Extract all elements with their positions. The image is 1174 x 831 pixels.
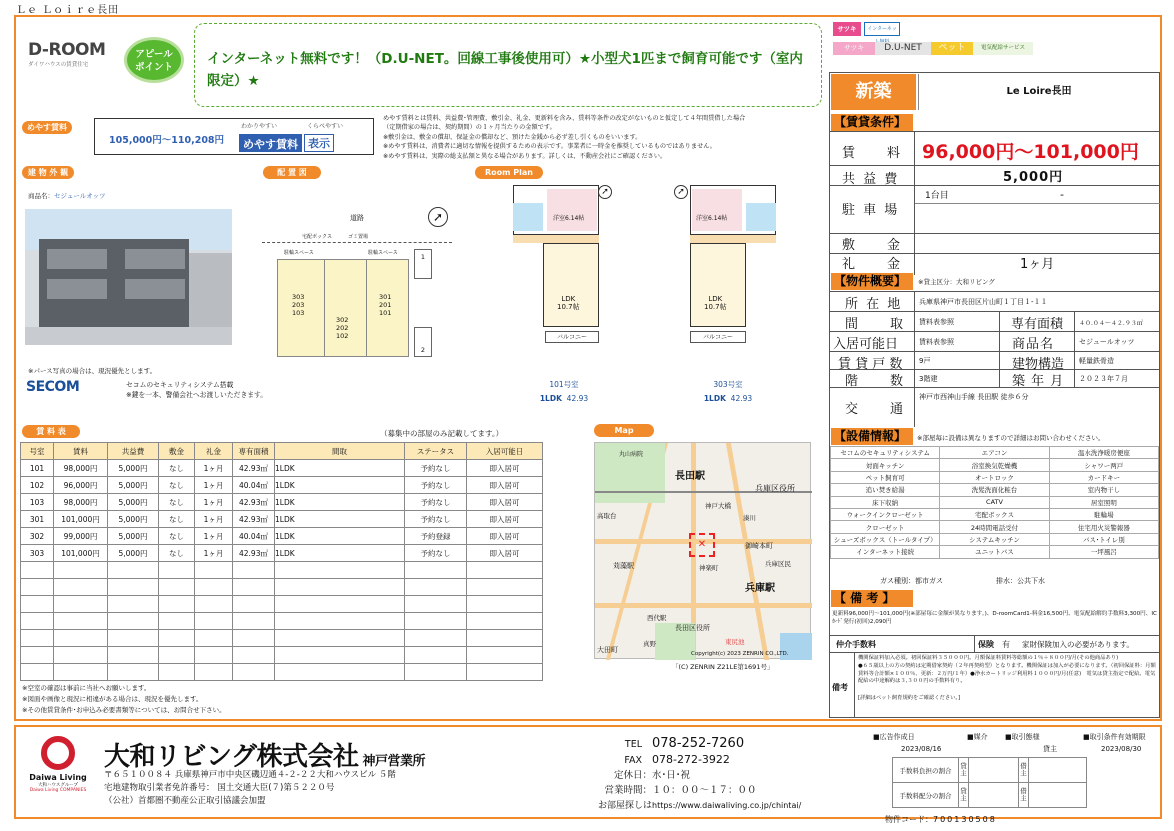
- built-value: ２０２３年７月: [1079, 375, 1128, 383]
- map-label: 御崎本町: [745, 542, 773, 550]
- remarks-title: 【 備 考 】: [831, 590, 913, 607]
- layout-value: 賃料表参照: [919, 318, 954, 326]
- equip-title: 【設備情報】: [831, 428, 913, 445]
- photo-note: ※パース写真の場合は、現況優先とします。: [28, 367, 157, 375]
- layout-tag: 配 置 図: [263, 166, 321, 179]
- parking-value: -: [1060, 188, 1064, 201]
- zenrin-credit: 「(C) ZENRIN Z21LE第1691号」: [672, 663, 774, 671]
- fee-value: 5,000円: [1003, 170, 1064, 185]
- north-arrow-icon-2: ➚: [674, 185, 688, 199]
- exterior-tag: 建 物 外 観: [22, 166, 74, 179]
- equipment-row: セコムのセキュリティシステム エアコン 温水洗浄暖房便座: [831, 447, 1159, 459]
- table-row-empty: [21, 613, 543, 630]
- meyasu-range: 105,000円〜110,208円: [109, 135, 225, 146]
- building-c-rooms: 301 201 101: [379, 293, 392, 317]
- map-label: 湊川: [743, 514, 756, 522]
- broker-fee-label: 仲介手数料: [836, 640, 876, 649]
- table-row-empty: [21, 562, 543, 579]
- meyasu-logo: めやす賃料 表示: [239, 134, 334, 152]
- built-label: 築 年 月: [1012, 374, 1065, 389]
- room-303-caption: 303号室 1LDK 42.93: [703, 380, 753, 403]
- address-label: 所 在 地: [845, 297, 903, 312]
- table-row: 102 96,000円 5,000円 なし 1ヶ月 40.04㎡ 1LDK 予約なし 即入居可: [21, 477, 543, 494]
- area-map: [594, 442, 811, 659]
- equipment-row: シューズボックス（トールタイプ） システムキッチン バス･トイレ別: [831, 533, 1159, 545]
- gas-type: ガス種別：都市ガス: [880, 577, 943, 585]
- area-label: 専有面積: [1011, 317, 1064, 332]
- map-label: 長田区役所: [675, 624, 710, 632]
- map-label: 兵庫区民: [765, 560, 791, 568]
- map-label: 丸山病院: [619, 451, 644, 458]
- table-row: 303 101,000円 5,000円 なし 1ヶ月 42.93㎡ 1LDK 予約なし 即入居可: [21, 545, 543, 562]
- product-value: セジュールオッツ: [1079, 338, 1135, 346]
- company-address: 〒６５１００８４ 兵庫県神戸市中央区磯辺通４-２-２２大和ハウスビル ５階 宅地建物取引業者免許番号： 国土交通大臣(７)第５２２０号 （公社）首都圏不動産公正取引協議会加盟: [104, 770, 396, 806]
- building-b-rooms: 302 202 102: [336, 316, 349, 340]
- rent-table: [20, 442, 543, 681]
- map-label: 高取台: [597, 512, 617, 520]
- area-value: ４０.０４〜４２.９３㎡: [1079, 320, 1143, 327]
- table-row-empty: [21, 630, 543, 647]
- equipment-row: 床下収納 CATV 居室照明: [831, 496, 1159, 508]
- service-badges: サツキ D.U-NET ペット 電気配給サービス: [833, 42, 1043, 55]
- satsuki-badge: サツキ: [833, 22, 861, 36]
- daiwa-logo-icon: [41, 736, 75, 770]
- map-label: 真野: [643, 640, 656, 648]
- insurance-text: 家財保険加入の必要があります。: [1022, 640, 1134, 649]
- parking-2: 2: [414, 327, 432, 357]
- property-title: 【物件概要】: [831, 273, 913, 290]
- floorplan-101: 洋室6.14帖 LDK 10.7帖 バルコニー: [513, 185, 599, 343]
- key-money-value: 1ヶ月: [1020, 257, 1055, 272]
- equipment-row: 対面キッチン 浴室換気乾燥機 シャワー两戸: [831, 459, 1159, 471]
- meyasu-tag: めやす賃料: [22, 121, 72, 134]
- meyasu-box: 105,000円〜110,208円 わかりやすい くらべやすい めやす賃料 表示: [94, 118, 374, 155]
- insurance-label: 保険: [978, 640, 994, 649]
- rent-value: 96,000円〜101,000円: [922, 141, 1139, 163]
- rent-table-header: 号室 賃料 共益費 敷金 礼金 専有面積 間取 ステータス 入居可能日: [21, 443, 543, 460]
- secom-logo: SECOM: [26, 379, 80, 395]
- equipment-row: クローゼット 24時間電話受付 住宅用火災警報器: [831, 521, 1159, 533]
- property-name: Le Loire長田: [918, 74, 1159, 110]
- map-label: 苅藻駅: [613, 562, 634, 570]
- address-value: 兵庫県神戸市長田区片山町１丁目１-１１: [919, 298, 1048, 306]
- contact-block: TEL 078-252-7260 FAX 078-272-3922 定休日：水･日･祝 営業時間：１０：００〜１７：００ お部屋探しはhttps://www.daiwaliving.co.jp/chintai/: [597, 736, 802, 811]
- meyasu-notes: めやす賃料とは賃料、共益費･管理費、敷引金、礼金、更新料を含み、賃料等条件の改定がないものと仮定して４年間賃借した場合 （定期借家の場合は、契約期間）の１ヶ月当たりの金額です。 ※敷引金は、敷金の償却、保証金の償却など、預けた金銭から必ず差し引くものをいいます。 ※めやす賃料は、消費者に適切な情報を提供するための表示です。事業者に一時金を推奨しているものではありません。 ※めやす賃料は、実際の総支払額と異なる場合があります。詳しくは、不動産会社にご確認ください。: [383, 115, 746, 160]
- equip-note: ※部屋毎に設備は異なりますので詳細はお問い合わせください。: [917, 434, 1105, 442]
- site-plan: 道路 宅配ボックス ゴミ置場 駐輪スペース 駐輪スペース 303 203 103 302 202 102 301 201 101 1 2 ➚: [262, 203, 452, 368]
- equipment-row: ウォークインクローゼット 宅配ボックス 駐輪場: [831, 508, 1159, 520]
- tel-number[interactable]: 078-252-7260: [652, 736, 745, 751]
- table-row-empty: [21, 664, 543, 681]
- document-title: Ｌｅ Ｌｏｉｒｅ長田: [16, 5, 120, 16]
- product-name: 商品名：セジュールオッツ: [28, 192, 106, 200]
- map-label: 東尻池: [725, 638, 745, 646]
- rent-table-note: （募集中の部屋のみ記載してます。）: [380, 429, 504, 438]
- structure-label: 建物構造: [1012, 357, 1065, 372]
- parking-label: 駐 車 場: [842, 203, 900, 218]
- table-row-empty: [21, 596, 543, 613]
- table-row-empty: [21, 579, 543, 596]
- equipment-row: ペット飼育可 オートロック カードキー: [831, 471, 1159, 483]
- building-a-rooms: 303 203 103: [292, 293, 305, 317]
- product-label: 商品名: [1012, 337, 1055, 352]
- biko-text: 機関保証料加入必須。初回保証料３５０００円。月額保証料賃料等総額の１％＋８００円/月(その他商品あり) ●６５歳以上の方の契約は定期借家契約（２年再契約型）となります。機関保証は加入が必要になります。（初回保証料：月額賃料等合計額×１００％、更新：２万円/１年）●浄水カートリッジ利用料１０００円/月(任意) 電気は貸主指定で配給。電気配給の中途解約は３,３００円の手数料有り。 [詳細はペット飼育規約をご確認ください。]: [858, 655, 1156, 702]
- key-money-label: 礼 金: [842, 257, 903, 272]
- property-code: 物件コード：700130508: [885, 815, 997, 824]
- rent-table-notes: ※空室の確認は事前に当社へお願いします。 ※図面や画像と現況に相違がある場合は、現況を優先します。 ※その他賃貸条件･お申込み必要書類等については、お問合せ下さい。: [22, 684, 226, 714]
- access-label: 交 通: [845, 402, 906, 417]
- fee-split-table: 手数料負担の割合 貸主 借主 手数料配分の割合 貸主 借主: [892, 757, 1087, 808]
- appeal-badge: アピール ポイント: [124, 37, 184, 83]
- rent-label: 賃 料: [842, 146, 903, 161]
- lender-note: ※貸主区分：大和リビング: [918, 278, 995, 286]
- property-marker-icon: ✕: [689, 533, 715, 557]
- north-arrow-icon: ➚: [428, 207, 448, 227]
- units-label: 賃 貸 戸 数: [838, 357, 903, 372]
- daiwa-logo: Daiwa Living 大和ハウスグループ Daiwa Living COMPANIES: [22, 736, 94, 793]
- structure-value: 軽量鉄骨造: [1079, 357, 1114, 365]
- equipment-row: 追い焚き給湯 洗髪洗面化粧台 室内物干し: [831, 484, 1159, 496]
- room-101-caption: 101号室 1LDK 42.93: [539, 380, 589, 403]
- table-row: 302 99,000円 5,000円 なし 1ヶ月 40.04㎡ 1LDK 予約登録 即入居可: [21, 528, 543, 545]
- parking-slot: 1台目: [925, 191, 949, 201]
- net-free-badge: インターネッ: [864, 22, 900, 36]
- equipment-row: インターネット接続 ユニットバス 一坪風呂: [831, 546, 1159, 558]
- building-photo: [25, 209, 232, 345]
- droom-logo: D-ROOM ダイワハウスの賃貸住宅: [28, 40, 106, 68]
- fee-label: 共 益 費: [842, 172, 900, 187]
- parking-1: 1: [414, 249, 432, 279]
- map-label: 大田町: [597, 646, 618, 654]
- map-label: 兵庫区役所: [755, 484, 795, 493]
- table-row: 101 98,000円 5,000円 なし 1ヶ月 42.93㎡ 1LDK 予約なし 即入居可: [21, 460, 543, 477]
- map-label: 神戸大橋: [705, 502, 731, 510]
- move-in-value: 賃料表参照: [919, 338, 954, 346]
- appeal-box: [194, 23, 822, 107]
- floors-label: 階 数: [845, 374, 906, 389]
- biko-label: 備考: [832, 683, 848, 692]
- table-row-empty: [21, 647, 543, 664]
- insurance-yes: 有: [1002, 640, 1010, 649]
- map-tag: Map: [594, 424, 654, 437]
- cond-title: 【賃貸条件】: [831, 114, 913, 131]
- equipment-table: [830, 446, 1159, 559]
- table-row: 301 101,000円 5,000円 なし 1ヶ月 42.93㎡ 1LDK 予約なし 即入居可: [21, 511, 543, 528]
- map-label: 兵庫駅: [745, 583, 775, 594]
- access-value: 神戸市西神山手線 長田駅 徒歩６分: [919, 393, 1029, 401]
- units-value: 9戸: [919, 357, 931, 365]
- company-name: 大和リビング株式会社 神戸営業所: [104, 742, 425, 772]
- company-url-link[interactable]: https://www.daiwaliving.co.jp/chintai/: [652, 801, 802, 810]
- drainage: 排水：公共下水: [996, 577, 1045, 585]
- map-label: 神楽町: [699, 564, 719, 572]
- room-plan-tag: Room Plan: [475, 166, 543, 179]
- new-badge: 新築: [831, 74, 916, 110]
- floorplan-303: 洋室6.14帖 LDK 10.7帖 バルコニー: [690, 185, 776, 343]
- secom-text: セコムのセキュリティシステム搭載 ※鍵を一本、警備会社へお渡しいただきます。: [126, 381, 268, 399]
- map-label: 西代駅: [647, 614, 667, 622]
- map-label: 長田駅: [675, 471, 705, 482]
- move-in-label: 入居可能日: [833, 337, 899, 352]
- appeal-text: インターネット無料です！（D.U-NET。回線工事後使用可）★小型犬1匹まで飼育可能です（室内限定）★: [207, 51, 803, 89]
- map-copyright: Copyright(c) 2023 ZENRIN CO.,LTD.: [691, 651, 789, 657]
- layout-label: 間 取: [845, 317, 906, 332]
- deposit-label: 敷 金: [842, 238, 903, 253]
- table-row: 103 98,000円 5,000円 なし 1ヶ月 42.93㎡ 1LDK 予約なし 即入居可: [21, 494, 543, 511]
- north-arrow-icon-1: ➚: [598, 185, 612, 199]
- floors-value: 3階建: [919, 375, 938, 383]
- rent-table-tag: 賃 料 表: [22, 425, 80, 438]
- remarks-text: 更新料96,000円〜101,000円(※部屋毎に金額が異なります。)、D-roomCard1-料金16,500円、電気配給解約手数料3,300円、ICｶｰﾄﾞ発行(初回)2,090円: [832, 611, 1157, 625]
